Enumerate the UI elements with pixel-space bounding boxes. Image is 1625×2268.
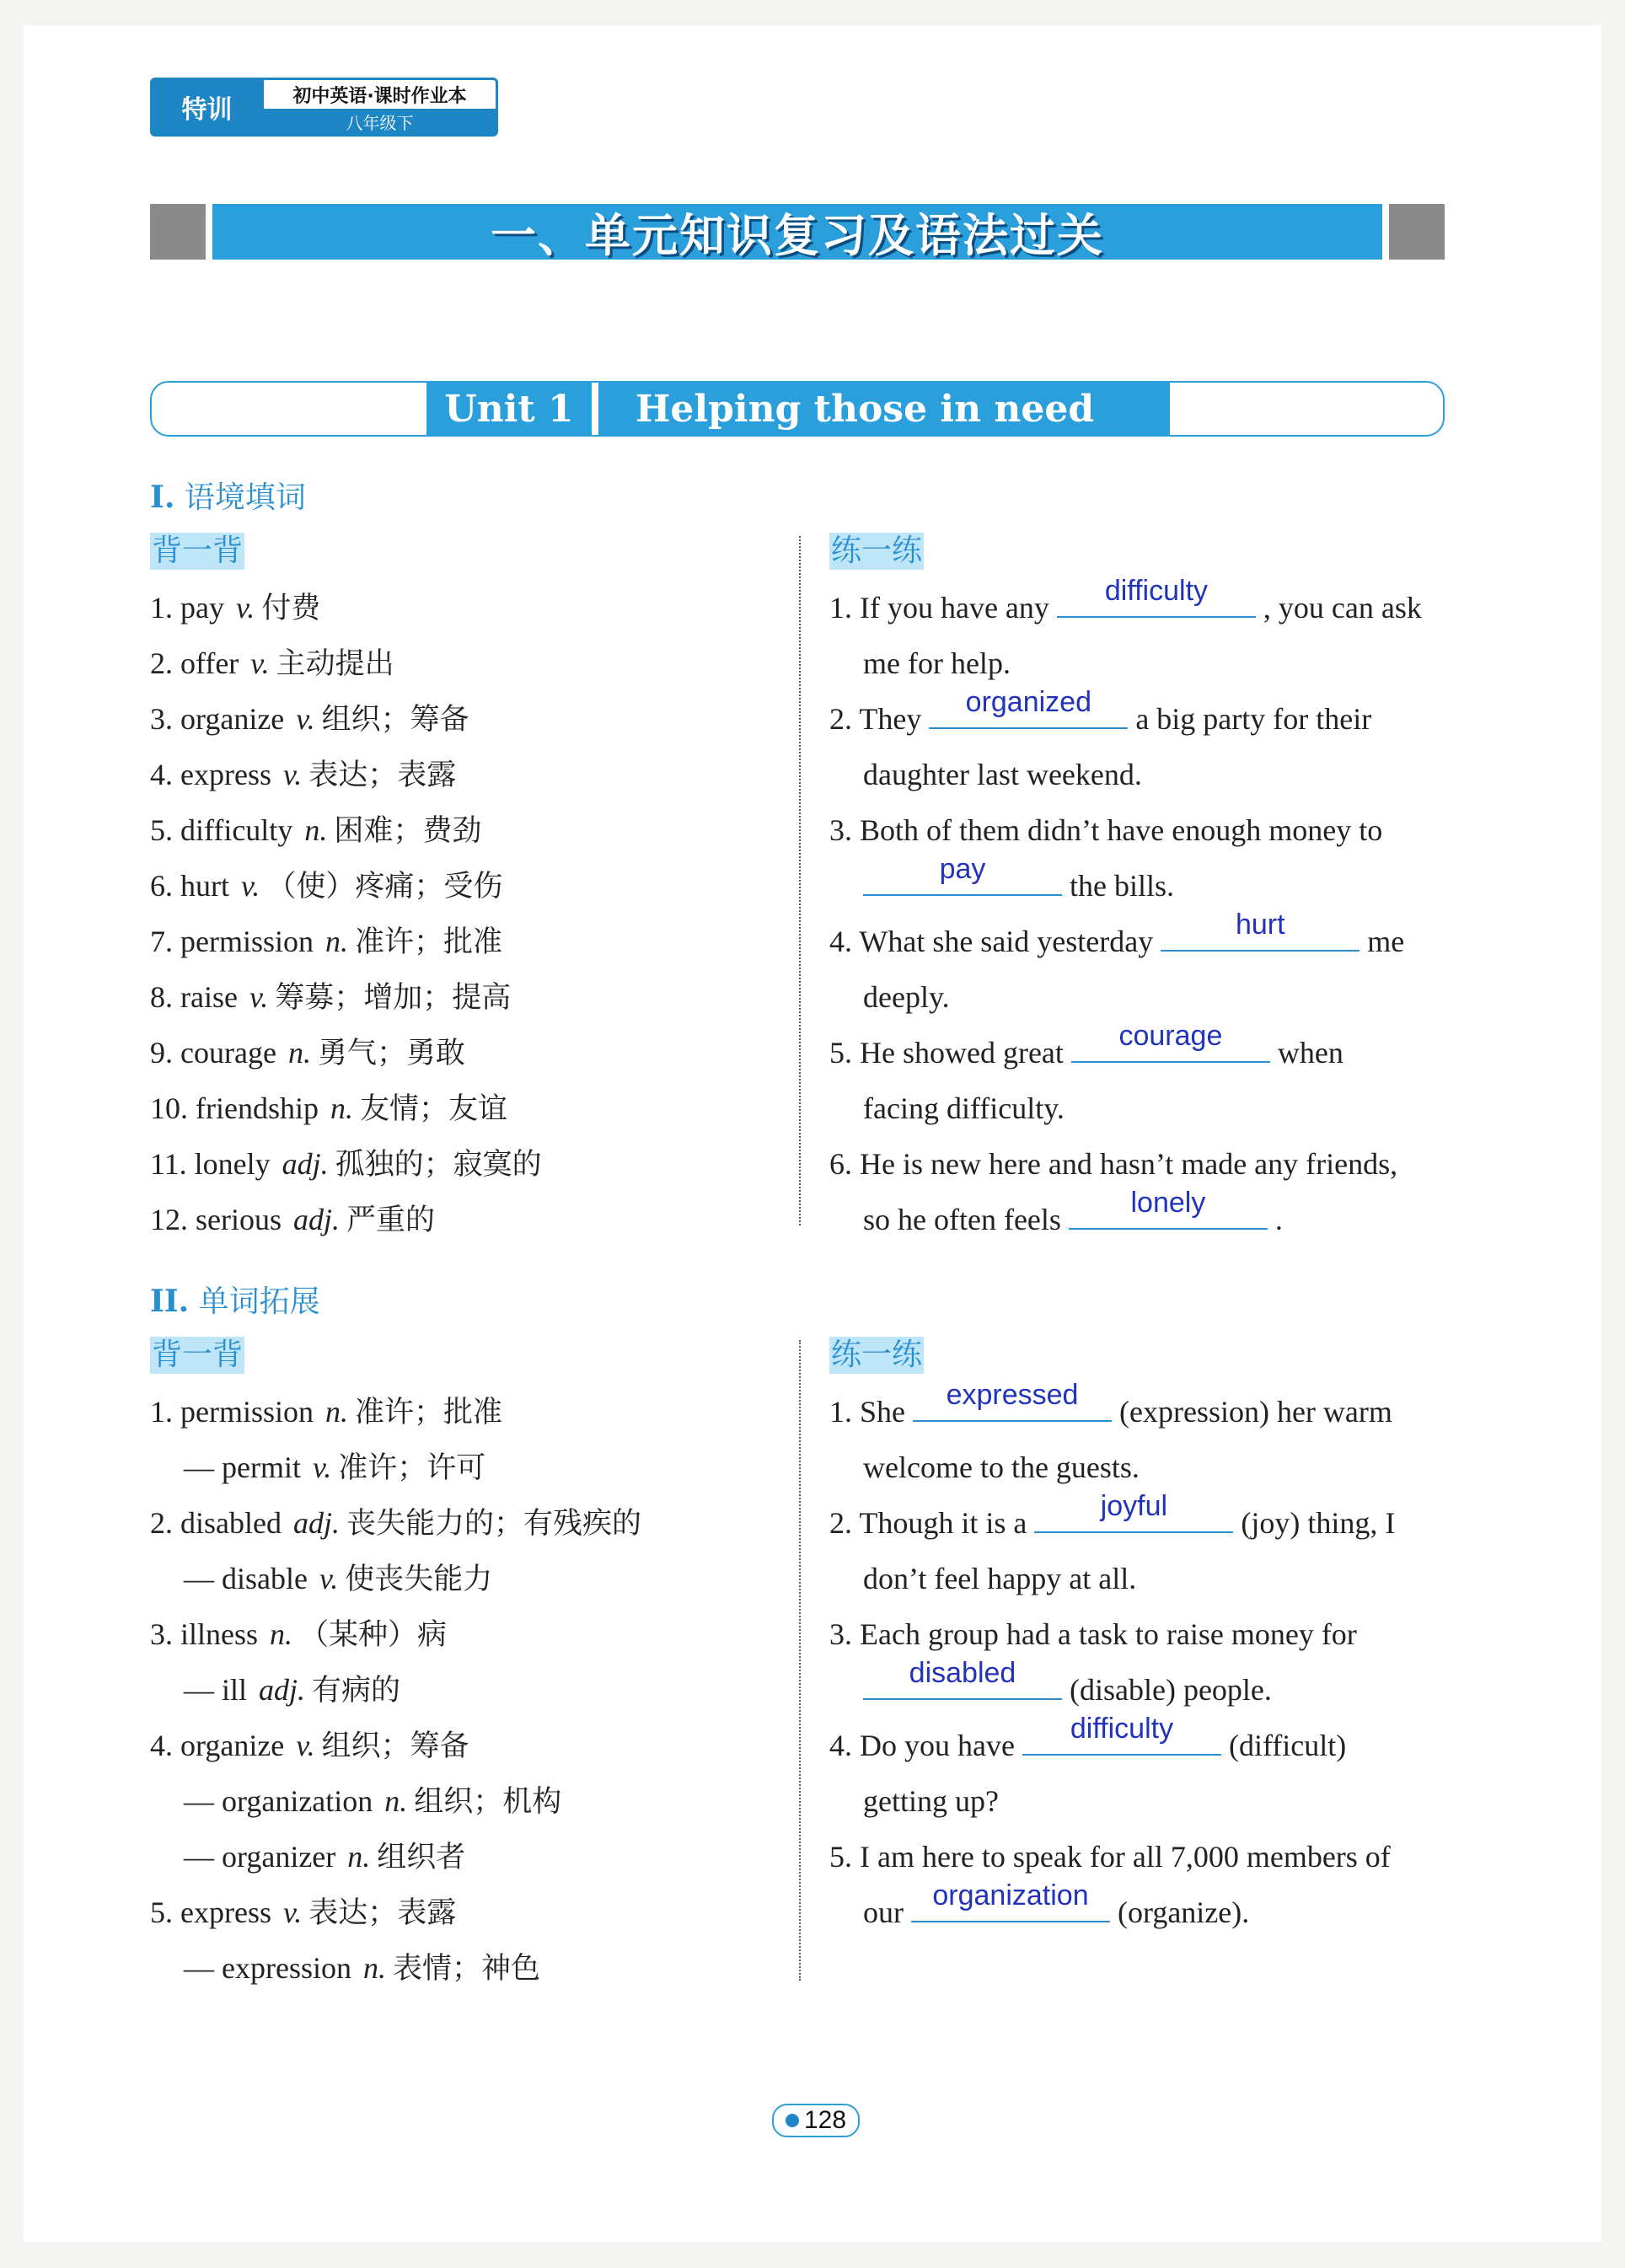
- entry-item: [150, 1495, 641, 1551]
- word-item: [150, 969, 542, 1025]
- exercise-item: [829, 802, 1422, 858]
- word-meaning: （使）疼痛；受伤: [266, 870, 503, 903]
- word-english: difficulty: [180, 813, 293, 847]
- exercise-text-after: me: [1367, 925, 1405, 958]
- exercise-item: [829, 909, 1422, 969]
- exercise-text-after: , you can ask: [1263, 591, 1422, 625]
- word-item: [150, 1025, 542, 1080]
- exercise-text-after: (organize).: [1118, 1895, 1250, 1929]
- banner-right-block: [1389, 204, 1445, 260]
- word-english: hurt: [180, 869, 229, 903]
- word-number: 11.: [150, 1147, 187, 1181]
- word-pos: v.: [249, 980, 269, 1014]
- answer-blank: [1057, 575, 1256, 618]
- section-2-word-list: [150, 1384, 641, 1996]
- derived-item: — organizer n. 组织者: [184, 1840, 466, 1874]
- derived-english: organizer: [222, 1840, 336, 1874]
- exercise-text-cont: getting up?: [863, 1784, 999, 1818]
- answer-text: courage: [1118, 1020, 1223, 1052]
- word-pos: v.: [241, 869, 260, 903]
- exercise-continuation: [829, 969, 1422, 1025]
- chapter-title: 一、单元知识复习及语法过关: [212, 204, 1382, 260]
- unit-bar: [150, 381, 1445, 437]
- answer-blank: [1034, 1490, 1233, 1533]
- section-1-number: I.: [150, 480, 175, 515]
- exercise-text-cont: don’t feel happy at all.: [863, 1562, 1137, 1595]
- word-english: organize: [180, 702, 285, 736]
- unit-number: Unit 1: [426, 381, 592, 437]
- exercise-text: She: [860, 1395, 905, 1429]
- exercise-number: 2.: [829, 1506, 852, 1540]
- exercise-text-cont: our: [863, 1895, 904, 1929]
- derived-english: permit: [222, 1450, 301, 1484]
- answer-text: pay: [939, 853, 986, 885]
- section-2-divider: [799, 1340, 801, 1981]
- entry-number: 3.: [150, 1617, 173, 1651]
- answer-text: organized: [965, 686, 1091, 718]
- section-2-label: 单词拓展: [198, 1284, 320, 1319]
- brand-logo: 特训: [150, 78, 264, 137]
- word-item: [150, 1080, 542, 1136]
- exercise-text-cont: daughter last weekend.: [863, 758, 1142, 791]
- word-number: 6.: [150, 869, 173, 903]
- answer-text: lonely: [1130, 1187, 1206, 1219]
- word-pos: adj.: [293, 1203, 341, 1236]
- word-pos: n.: [325, 925, 348, 958]
- exercise-text-cont: so he often feels: [863, 1203, 1061, 1236]
- answer-text: expressed: [946, 1379, 1079, 1411]
- exercise-continuation: [829, 1773, 1395, 1829]
- entry-item: [150, 1384, 641, 1440]
- exercise-item: [829, 1020, 1422, 1080]
- exercise-item: [829, 1490, 1396, 1551]
- derived-english: expression: [222, 1951, 351, 1985]
- word-item: [150, 1192, 542, 1247]
- exercise-text-after: (expression) her warm: [1119, 1395, 1392, 1429]
- exercise-continuation: [829, 1440, 1395, 1495]
- exercise-text-after: .: [1274, 1203, 1283, 1236]
- exercise-item: [829, 1829, 1395, 1885]
- word-pos: adj.: [282, 1147, 329, 1181]
- word-english: friendship: [196, 1091, 319, 1125]
- entry-english: disabled: [180, 1506, 282, 1540]
- answer-blank: [1161, 909, 1360, 952]
- answer-blank: [1022, 1713, 1221, 1756]
- word-pos: v.: [282, 758, 303, 791]
- exercise-continuation: [829, 1657, 1395, 1718]
- word-meaning: 组织；筹备: [321, 703, 469, 737]
- derived-meaning: 使丧失能力: [345, 1563, 493, 1596]
- word-item: [150, 580, 542, 635]
- answer-blank: [911, 1879, 1110, 1922]
- page-number-badge: [772, 2104, 860, 2137]
- exercise-text-after: when: [1277, 1036, 1343, 1070]
- word-meaning: 准许；批准: [355, 925, 503, 959]
- derived-pos: adj.: [259, 1673, 306, 1707]
- exercise-text-cont: deeply.: [863, 980, 950, 1014]
- exercise-text-after: (difficult): [1228, 1729, 1347, 1762]
- entry-english: illness: [180, 1617, 259, 1651]
- word-number: 12.: [150, 1203, 188, 1236]
- word-number: 2.: [150, 646, 173, 680]
- section-2-exercise-list: [829, 1379, 1396, 1940]
- section-1-title: [150, 474, 306, 517]
- word-number: 1.: [150, 591, 173, 625]
- entry-number: 2.: [150, 1506, 173, 1540]
- answer-blank: [863, 853, 1062, 896]
- exercise-item: [829, 686, 1422, 747]
- exercise-continuation: [829, 635, 1422, 691]
- word-number: 7.: [150, 925, 173, 958]
- entry-item: [150, 1718, 641, 1773]
- exercise-number: 5.: [829, 1840, 852, 1874]
- exercise-continuation: [829, 853, 1422, 914]
- word-item: [150, 635, 542, 691]
- derived-meaning: 准许；许可: [338, 1451, 486, 1485]
- exercise-item: [829, 1713, 1395, 1773]
- derived-pos: n.: [347, 1840, 371, 1874]
- exercise-text-cont: facing difficulty.: [863, 1091, 1065, 1125]
- exercise-text: If you have any: [860, 591, 1049, 625]
- exercise-text-after: (joy) thing, I: [1241, 1506, 1396, 1540]
- derived-english: disable: [222, 1562, 308, 1595]
- word-english: pay: [180, 591, 224, 625]
- answer-blank: [1071, 1020, 1270, 1063]
- answer-blank: [929, 686, 1128, 729]
- exercise-number: 1.: [829, 591, 852, 625]
- exercise-text-cont: welcome to the guests.: [863, 1450, 1140, 1484]
- word-english: raise: [180, 980, 238, 1014]
- word-item: [150, 858, 542, 914]
- answer-text: difficulty: [1070, 1713, 1174, 1745]
- entry-pos: n.: [325, 1395, 348, 1429]
- exercise-number: 6.: [829, 1147, 852, 1181]
- derived-english: organization: [222, 1784, 373, 1818]
- exercise-text: Do you have: [860, 1729, 1015, 1762]
- section-2-title: [150, 1278, 320, 1321]
- answer-text: joyful: [1100, 1490, 1168, 1522]
- word-english: express: [180, 758, 271, 791]
- banner-left-block: [150, 204, 206, 260]
- unit-title: Helping those in need: [598, 381, 1131, 437]
- word-english: courage: [180, 1036, 276, 1070]
- section-1-divider: [799, 536, 801, 1225]
- word-pos: v.: [296, 702, 315, 736]
- derived-pos: v.: [312, 1450, 332, 1484]
- word-meaning: 勇气；勇敢: [317, 1037, 465, 1070]
- exercise-text: He is new here and hasn’t made any friends,: [860, 1147, 1398, 1181]
- derived-item: — permit v. 准许；许可: [184, 1450, 486, 1485]
- section-2-practice-label: 练一练: [831, 1338, 923, 1372]
- section-1-practice-label: 练一练: [831, 533, 923, 568]
- exercise-continuation: [829, 1551, 1395, 1606]
- entry-number: 5.: [150, 1895, 173, 1929]
- derived-pos: n.: [362, 1951, 386, 1985]
- word-meaning: 表达；表露: [308, 759, 457, 792]
- word-item: [150, 802, 542, 858]
- entry-meaning: 表达；表露: [308, 1896, 457, 1930]
- word-pos: v.: [250, 646, 270, 680]
- unit-bar-accent: [1131, 381, 1170, 437]
- section-1-exercise-list: [829, 575, 1422, 1247]
- entry-english: express: [180, 1895, 271, 1929]
- derived-pos: v.: [319, 1562, 339, 1595]
- exercise-item: [829, 575, 1422, 635]
- word-meaning: 筹募；增加；提高: [275, 981, 512, 1015]
- word-meaning: 付费: [261, 592, 321, 625]
- section-1-memorize-label: 背一背: [152, 533, 244, 568]
- exercise-item: [829, 1136, 1422, 1192]
- derived-meaning: 组织；机构: [414, 1785, 562, 1819]
- derived-item: — expression n. 表情；神色: [184, 1951, 540, 1986]
- brand-series: 初中英语·课时作业本: [292, 85, 467, 107]
- exercise-text: Each group had a task to raise money for: [860, 1617, 1357, 1651]
- word-item: [150, 747, 542, 802]
- word-english: permission: [180, 925, 314, 958]
- word-number: 8.: [150, 980, 173, 1014]
- exercise-text-after: a big party for their: [1135, 702, 1372, 736]
- derived-item: — ill adj. 有病的: [184, 1673, 401, 1708]
- entry-pos: n.: [270, 1617, 293, 1651]
- entry-number: 1.: [150, 1395, 173, 1429]
- exercise-item: [829, 1606, 1395, 1662]
- entry-pos: adj.: [292, 1506, 340, 1540]
- entry-item: [150, 1606, 641, 1662]
- word-meaning: 主动提出: [276, 647, 394, 681]
- word-meaning: 孤独的；寂寞的: [335, 1148, 542, 1182]
- entry-pos: v.: [282, 1895, 303, 1929]
- entry-meaning: 组织；筹备: [321, 1729, 469, 1763]
- entry-pos: v.: [296, 1729, 315, 1762]
- answer-blank: [913, 1379, 1112, 1422]
- entry-english: organize: [180, 1729, 285, 1762]
- word-item: [150, 691, 542, 747]
- word-number: 3.: [150, 702, 173, 736]
- section-1-label: 语境填词: [184, 480, 306, 515]
- answer-text: difficulty: [1104, 575, 1209, 607]
- answer-blank: [1069, 1187, 1268, 1230]
- exercise-continuation: [829, 1080, 1422, 1136]
- word-number: 10.: [150, 1091, 188, 1125]
- entry-number: 4.: [150, 1729, 173, 1762]
- word-meaning: 困难；费劲: [334, 814, 482, 848]
- exercise-text: I am here to speak for all 7,000 members of: [860, 1840, 1391, 1874]
- answer-blank: [863, 1657, 1062, 1700]
- exercise-number: 4.: [829, 925, 852, 958]
- exercise-continuation: [829, 1879, 1395, 1940]
- section-2-number: II.: [150, 1284, 190, 1319]
- exercise-text: What she said yesterday: [859, 925, 1154, 958]
- entry-english: permission: [180, 1395, 314, 1429]
- word-number: 9.: [150, 1036, 173, 1070]
- chapter-banner: [150, 204, 1445, 260]
- exercise-text-after: (disable) people.: [1070, 1673, 1272, 1707]
- word-number: 5.: [150, 813, 173, 847]
- exercise-number: 5.: [829, 1036, 852, 1070]
- exercise-item: [829, 1379, 1395, 1440]
- section-1-word-list: [150, 580, 542, 1247]
- answer-text: hurt: [1235, 909, 1285, 941]
- exercise-text: Both of them didn’t have enough money to: [860, 813, 1383, 847]
- exercise-continuation: [829, 747, 1422, 802]
- exercise-number: 1.: [829, 1395, 852, 1429]
- entry-meaning: 准许；批准: [355, 1396, 503, 1429]
- exercise-text-cont: me for help.: [863, 646, 1011, 680]
- section-2-memorize-label: 背一背: [152, 1338, 244, 1372]
- derived-english: ill: [222, 1673, 248, 1707]
- brand-header: [150, 78, 498, 137]
- word-pos: n.: [287, 1036, 311, 1070]
- word-pos: n.: [304, 813, 328, 847]
- brand-series-box: [264, 78, 498, 137]
- derived-pos: n.: [384, 1784, 408, 1818]
- derived-meaning: 表情；神色: [392, 1952, 540, 1986]
- entry-item: [150, 1885, 641, 1940]
- answer-text: organization: [932, 1879, 1089, 1911]
- word-pos: n.: [330, 1091, 353, 1125]
- word-english: offer: [180, 646, 239, 680]
- entry-meaning: （某种）病: [299, 1618, 448, 1652]
- word-item: [150, 914, 542, 969]
- exercise-number: 3.: [829, 1617, 852, 1651]
- word-item: [150, 1136, 542, 1192]
- exercise-number: 4.: [829, 1729, 852, 1762]
- exercise-number: 3.: [829, 813, 852, 847]
- derived-item: — organization n. 组织；机构: [184, 1784, 562, 1819]
- exercise-text: Though it is a: [859, 1506, 1027, 1540]
- answer-text: disabled: [909, 1657, 1016, 1689]
- word-pos: v.: [235, 591, 255, 625]
- derived-meaning: 有病的: [312, 1674, 401, 1708]
- word-english: lonely: [194, 1147, 271, 1181]
- page-number: 128: [803, 2106, 847, 2134]
- exercise-text-after: the bills.: [1070, 869, 1174, 903]
- exercise-text: He showed great: [860, 1036, 1064, 1070]
- exercise-continuation: [829, 1187, 1422, 1247]
- exercise-text: They: [859, 702, 922, 736]
- exercise-number: 2.: [829, 702, 852, 736]
- word-english: serious: [196, 1203, 282, 1236]
- page-dot-icon: [786, 2114, 799, 2127]
- derived-meaning: 组织者: [377, 1841, 466, 1874]
- word-number: 4.: [150, 758, 173, 791]
- brand-grade: 八年级下: [264, 109, 496, 134]
- word-meaning: 严重的: [346, 1204, 436, 1237]
- derived-item: — disable v. 使丧失能力: [184, 1562, 493, 1596]
- word-meaning: 友情；友谊: [359, 1092, 507, 1126]
- entry-meaning: 丧失能力的；有残疾的: [346, 1507, 642, 1541]
